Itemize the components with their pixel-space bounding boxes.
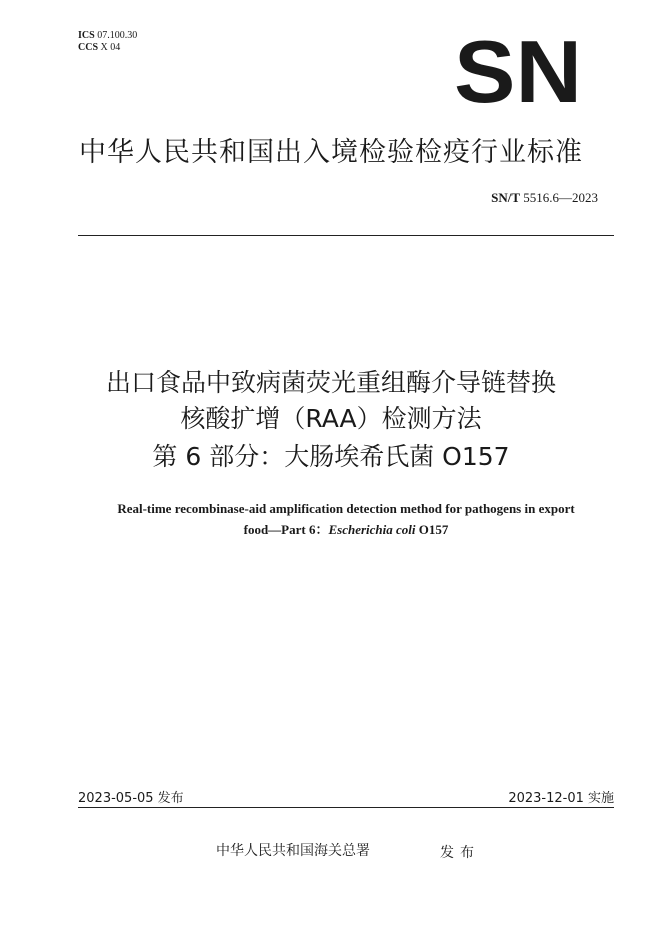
standard-code: 5516.6—2023 <box>523 190 598 205</box>
implementation-date: 2023-12-01 实施 <box>508 791 614 806</box>
title-en-line2: food—Part 6：Escherichia coli O157 <box>243 522 449 537</box>
sn-logo-text: SN <box>454 38 582 106</box>
footer-divider <box>78 807 614 808</box>
publisher-name: 中华人民共和国海关总署 <box>216 843 370 859</box>
issue-date: 2023-05-05 发布 <box>78 791 184 806</box>
header-divider <box>78 235 614 236</box>
title-cn-line2: 核酸扩增（RAA）检测方法 <box>180 404 482 433</box>
title-cn-line3: 第 6 部分：大肠埃希氏菌 O157 <box>152 442 510 471</box>
sn-logo <box>452 38 584 106</box>
standard-prefix: SN/T <box>491 190 520 205</box>
title-cn-line1: 出口食品中致病菌荧光重组酶介导链替换 <box>105 368 556 397</box>
standard-number <box>491 190 598 206</box>
title-en-line1: Real-time recombinase-aid amplification detection method for pathogens in export <box>117 501 575 516</box>
title-en <box>70 498 622 540</box>
publish-label: 发布 <box>440 845 480 861</box>
ccs-code: CCS X 04 <box>78 42 121 53</box>
classification-codes <box>78 30 137 54</box>
ics-code: ICS 07.100.30 <box>78 30 138 41</box>
org-title: 中华人民共和国出入境检验检疫行业标准 <box>79 137 583 168</box>
